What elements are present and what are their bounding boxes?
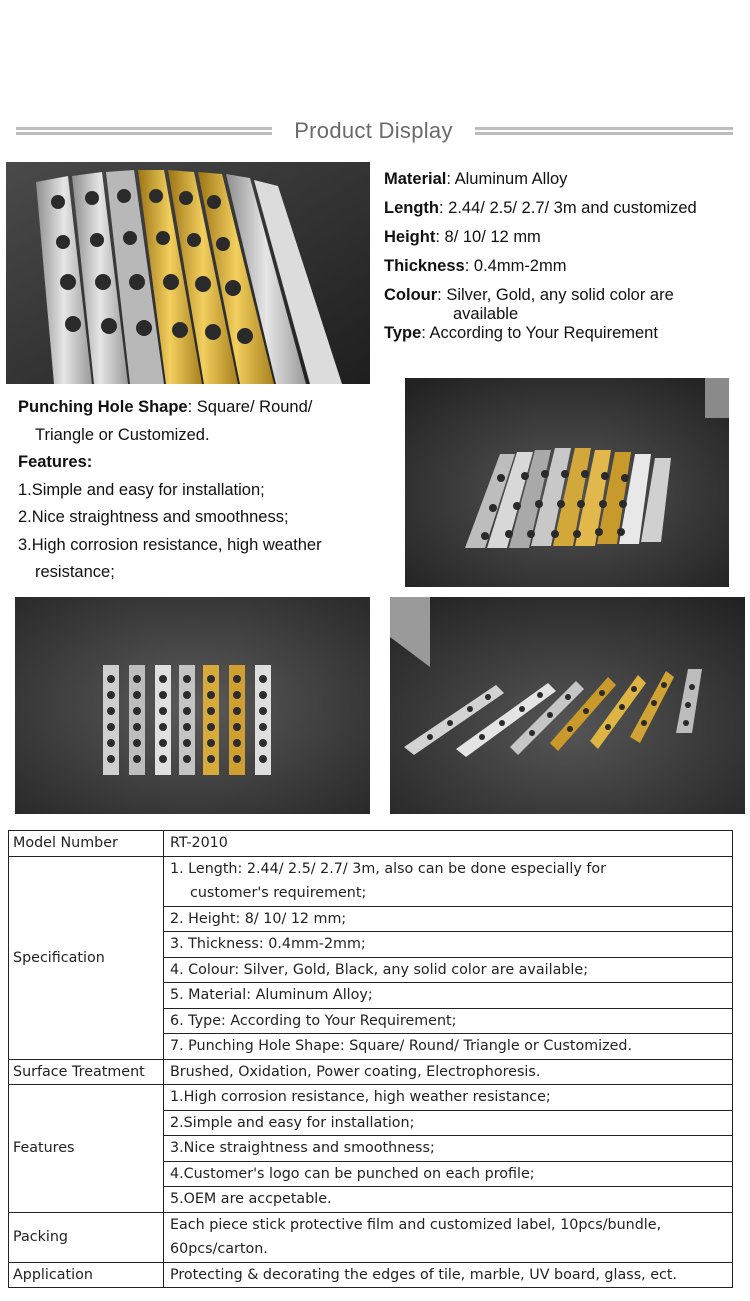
product-photo-top [15,597,370,814]
features-item: 1.Simple and easy for installation; [18,480,265,499]
table-value: 3. Thickness: 0.4mm-2mm; [164,932,733,958]
spec-label: Material [384,170,447,188]
spec-colour [384,286,744,324]
spec-label: Type [384,324,422,342]
table-value: Protecting & decorating the edges of tile, marble, UV board, glass, ect. [164,1262,733,1288]
spec-label: Colour [384,286,438,304]
packing-line: Each piece stick protective film and customized label, 10pcs/bundle, [170,1217,662,1233]
table-key: Features [9,1085,164,1213]
table-row-specification [9,856,733,906]
punching-value: : Square/ Round/ [187,398,313,416]
table-key: Packing [9,1212,164,1262]
spec-value: : 2.44/ 2.5/ 2.7/ 3m and customized [439,199,697,217]
spec-length [384,199,744,218]
spec-material [384,170,744,189]
spec-list [384,170,744,353]
spec-label: Length [384,199,439,217]
spec-value: : 0.4mm-2mm [464,257,567,275]
spec-line: 1. Length: 2.44/ 2.5/ 2.7/ 3m, also can be done especially for [170,861,607,877]
spec-label: Height [384,228,436,246]
table-key: Model Number [9,831,164,857]
table-value [164,856,733,906]
table-row-surface [9,1059,733,1085]
table-value: 4. Colour: Silver, Gold, Black, any solid color are available; [164,957,733,983]
spec-value: : 8/ 10/ 12 mm [435,228,541,246]
features-block [18,394,378,587]
features-list [18,477,378,587]
table-value: 2.Simple and easy for installation; [164,1110,733,1136]
punching-hole-shape [18,394,378,422]
table-row-application [9,1262,733,1288]
spec-value: : Aluminum Alloy [446,170,568,188]
spec-value: : Silver, Gold, any solid color are [437,286,674,304]
table-value: Brushed, Oxidation, Power coating, Electrophoresis. [164,1059,733,1085]
table-key: Surface Treatment [9,1059,164,1085]
heading-rule-right [475,127,733,135]
heading-rule-left [16,127,272,135]
spec-table [8,830,733,1288]
section-heading [0,118,750,150]
table-value: 6. Type: According to Your Requirement; [164,1008,733,1034]
spec-height [384,228,744,247]
table-value: 3.Nice straightness and smoothness; [164,1136,733,1162]
features-title-text: Features: [18,453,93,471]
features-title [18,449,378,477]
features-item-cont: resistance; [35,563,115,581]
table-value: 2. Height: 8/ 10/ 12 mm; [164,906,733,932]
product-photo-closeup [6,162,370,384]
table-key: Application [9,1262,164,1288]
packing-line-cont: 60pcs/carton. [170,1241,268,1257]
table-row-packing [9,1212,733,1262]
features-item: 3.High corrosion resistance, high weather [18,535,322,554]
table-value: RT-2010 [164,831,733,857]
spec-label: Thickness [384,257,465,275]
page-title: Product Display [294,118,453,143]
punching-value-cont: Triangle or Customized. [35,425,210,444]
table-row-features [9,1085,733,1111]
table-value: 5. Material: Aluminum Alloy; [164,983,733,1009]
table-key: Specification [9,856,164,1059]
spec-value-cont: available [453,305,519,323]
spec-line-cont: customer's requirement; [190,885,367,901]
spec-value: : According to Your Requirement [421,324,658,342]
table-value: 5.OEM are accpetable. [164,1187,733,1213]
table-value: 4.Customer's logo can be punched on each profile; [164,1161,733,1187]
table-value: 7. Punching Hole Shape: Square/ Round/ Triangle or Customized. [164,1034,733,1060]
spec-type [384,324,744,343]
punching-label: Punching Hole Shape [18,398,188,416]
spec-thickness [384,257,744,276]
table-value [164,1212,733,1262]
features-item: 2.Nice straightness and smoothness; [18,508,289,526]
product-photo-diagonal [390,597,745,814]
product-photo-angled [405,378,729,587]
table-value: 1.High corrosion resistance, high weather resistance; [164,1085,733,1111]
table-row-model [9,831,733,857]
